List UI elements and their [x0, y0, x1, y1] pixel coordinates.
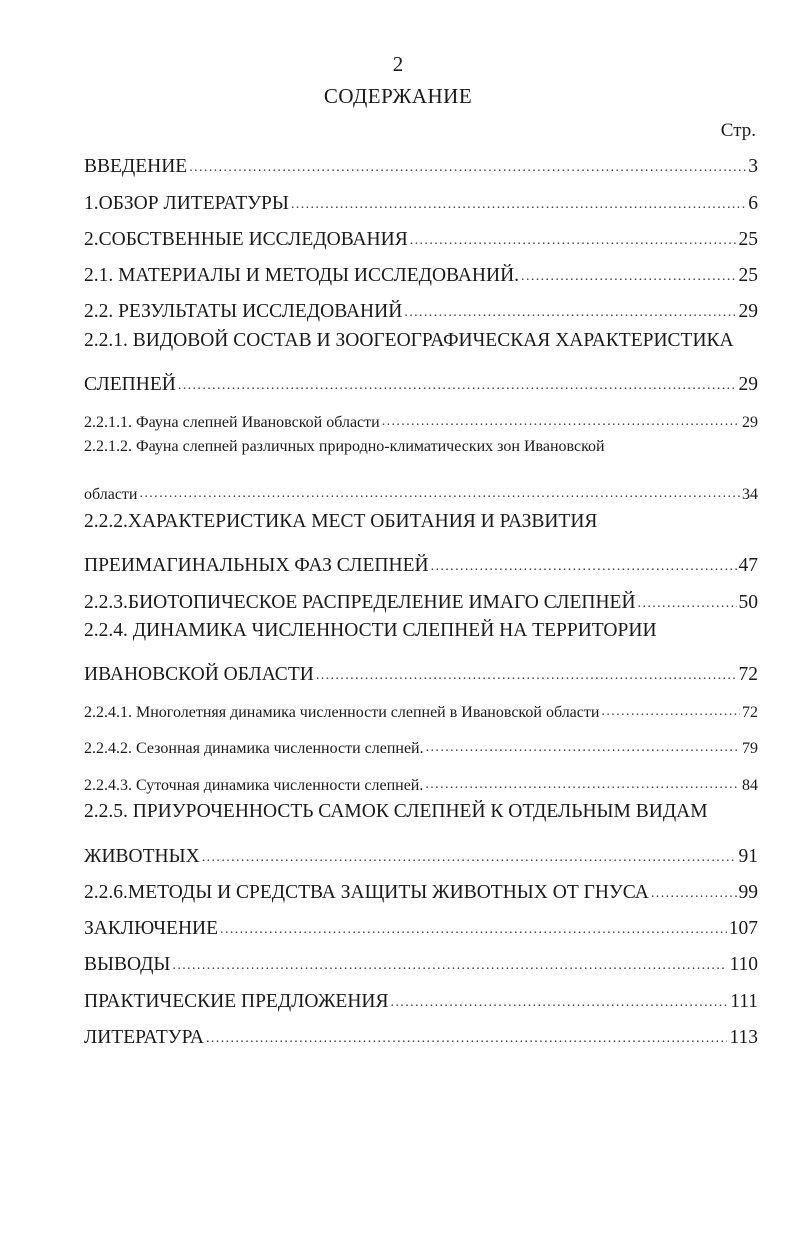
- toc-leader: [189, 158, 746, 178]
- toc-label-continued: ЖИВОТНЫХ: [84, 846, 200, 867]
- toc-leader: [651, 884, 737, 904]
- toc-leader: [425, 775, 740, 795]
- toc-label: 2.2.4.1. Многолетняя динамика численности слепней в Ивановской области: [84, 704, 600, 721]
- toc-entry-species-composition-line1[interactable]: [84, 330, 758, 360]
- toc-label: ПРАКТИЧЕСКИЕ ПРЕДЛОЖЕНИЯ: [84, 991, 389, 1012]
- toc-entry-literature-review[interactable]: [84, 185, 758, 215]
- toc-label: 2.2.5. ПРИУРОЧЕННОСТЬ САМОК СЛЕПНЕЙ К ОТДЕЛЬНЫМ ВИДАМ: [84, 801, 708, 822]
- toc-label: ЛИТЕРАТУРА: [84, 1027, 204, 1048]
- toc-entry-results[interactable]: [84, 293, 758, 323]
- toc-leader: [291, 195, 746, 215]
- toc-leader: [391, 993, 729, 1013]
- toc-leader: [139, 484, 740, 504]
- toc-label: ВЫВОДЫ: [84, 954, 171, 975]
- toc-label: 2.2.4.3. Суточная динамика численности слепней.: [84, 777, 424, 794]
- toc-entry-seasonal-dynamics[interactable]: [84, 728, 758, 758]
- toc-entry-fauna-zones-line1[interactable]: [84, 438, 758, 468]
- toc-label: ЗАКЛЮЧЕНИЕ: [84, 918, 219, 939]
- toc-label: 1.ОБЗОР ЛИТЕРАТУРЫ: [84, 193, 289, 214]
- toc-page: 110: [729, 954, 758, 975]
- toc-label: 2.2.2.ХАРАКТЕРИСТИКА МЕСТ ОБИТАНИЯ И РАЗВИТИЯ: [84, 511, 598, 532]
- toc-entry-protection-methods[interactable]: [84, 874, 758, 904]
- toc-leader: [206, 1029, 727, 1049]
- toc-leader: [316, 666, 737, 686]
- toc-entry-long-term-dynamics[interactable]: [84, 692, 758, 722]
- toc-page: 91: [738, 846, 758, 867]
- toc-leader: [178, 376, 737, 396]
- toc-entry-habitats-line1[interactable]: [84, 511, 758, 541]
- toc-label: ВВЕДЕНИЕ: [84, 156, 188, 177]
- toc-label: 2.СОБСТВЕННЫЕ ИССЛЕДОВАНИЯ: [84, 229, 408, 250]
- toc-entry-findings[interactable]: [84, 946, 758, 976]
- toc-page: 72: [738, 664, 758, 685]
- toc-page: 84: [742, 777, 758, 794]
- toc-leader: [521, 267, 736, 287]
- toc-label: 2.2.6.МЕТОДЫ И СРЕДСТВА ЗАЩИТЫ ЖИВОТНЫХ ОТ ГНУСА: [84, 882, 649, 903]
- toc-label: 2.2.1.1. Фауна слепней Ивановской области: [84, 414, 380, 431]
- toc-page: 50: [738, 592, 758, 613]
- toc-page: 99: [738, 882, 758, 903]
- toc-label: 2.2.4. ДИНАМИКА ЧИСЛЕННОСТИ СЛЕПНЕЙ НА ТЕРРИТОРИИ: [84, 620, 657, 641]
- page-column-label: Стр.: [720, 120, 756, 141]
- toc-entry-species-composition[interactable]: [84, 366, 758, 396]
- toc-leader: [410, 231, 737, 251]
- toc-page: 111: [730, 991, 758, 1012]
- toc-page: 107: [728, 918, 758, 939]
- toc-entry-population-dynamics[interactable]: [84, 656, 758, 686]
- toc-label-continued: ИВАНОВСКОЙ ОБЛАСТИ: [84, 664, 314, 685]
- toc-leader: [431, 557, 737, 577]
- page-title: СОДЕРЖАНИЕ: [323, 84, 473, 108]
- toc-page: 25: [738, 229, 758, 250]
- toc-leader: [426, 738, 740, 758]
- toc-label: 2.1. МАТЕРИАЛЫ И МЕТОДЫ ИССЛЕДОВАНИЙ.: [84, 265, 520, 286]
- page-number: 2: [392, 52, 404, 76]
- toc-leader: [638, 594, 737, 614]
- toc-label: 2.2. РЕЗУЛЬТАТЫ ИССЛЕДОВАНИЙ: [84, 301, 403, 322]
- toc-entry-population-dynamics-line1[interactable]: [84, 620, 758, 650]
- toc-leader: [601, 702, 740, 722]
- toc-entry-fauna-ivanovo[interactable]: [84, 402, 758, 432]
- toc-leader: [404, 303, 736, 323]
- toc-leader: [220, 920, 727, 940]
- toc-entry-materials-methods[interactable]: [84, 257, 758, 287]
- toc-page: 6: [748, 193, 758, 214]
- toc-entry-habitats[interactable]: [84, 547, 758, 577]
- toc-entry-host-preference-line1[interactable]: [84, 801, 758, 831]
- toc-page: 72: [742, 704, 758, 721]
- toc-entry-references[interactable]: [84, 1019, 758, 1049]
- toc-entry-fauna-zones[interactable]: [84, 474, 758, 504]
- toc-page: 113: [729, 1027, 758, 1048]
- toc-label: 2.2.3.БИОТОПИЧЕСКОЕ РАСПРЕДЕЛЕНИЕ ИМАГО СЛЕПНЕЙ: [84, 592, 636, 613]
- toc-leader: [172, 956, 727, 976]
- toc-page: 3: [748, 156, 758, 177]
- toc-label: 2.2.1.2. Фауна слепней различных природно-климатических зон Ивановской: [84, 438, 605, 455]
- toc-page: 29: [738, 374, 758, 395]
- toc-page: 29: [742, 414, 758, 431]
- toc-leader: [382, 412, 740, 432]
- toc-page: 47: [738, 555, 758, 576]
- toc-page: 29: [738, 301, 758, 322]
- toc-entry-conclusion[interactable]: [84, 910, 758, 940]
- toc-entry-practical-proposals[interactable]: [84, 983, 758, 1013]
- toc-label: 2.2.4.2. Сезонная динамика численности слепней.: [84, 740, 424, 757]
- toc-entry-biotopic-distribution[interactable]: [84, 584, 758, 614]
- toc-entry-own-research[interactable]: [84, 221, 758, 251]
- toc-label-continued: СЛЕПНЕЙ: [84, 374, 176, 395]
- toc-label-continued: области: [84, 486, 138, 503]
- toc-label-continued: ПРЕИМАГИНАЛЬНЫХ ФАЗ СЛЕПНЕЙ: [84, 555, 429, 576]
- toc-entry-host-preference[interactable]: [84, 838, 758, 868]
- toc-entry-introduction[interactable]: [84, 148, 758, 178]
- toc-page: 79: [742, 740, 758, 757]
- toc-page: 25: [738, 265, 758, 286]
- toc-page: 34: [742, 486, 758, 503]
- toc-entry-daily-dynamics[interactable]: [84, 765, 758, 795]
- toc-leader: [202, 848, 737, 868]
- toc-label: 2.2.1. ВИДОВОЙ СОСТАВ И ЗООГЕОГРАФИЧЕСКАЯ ХАРАКТЕРИСТИКА: [84, 330, 734, 351]
